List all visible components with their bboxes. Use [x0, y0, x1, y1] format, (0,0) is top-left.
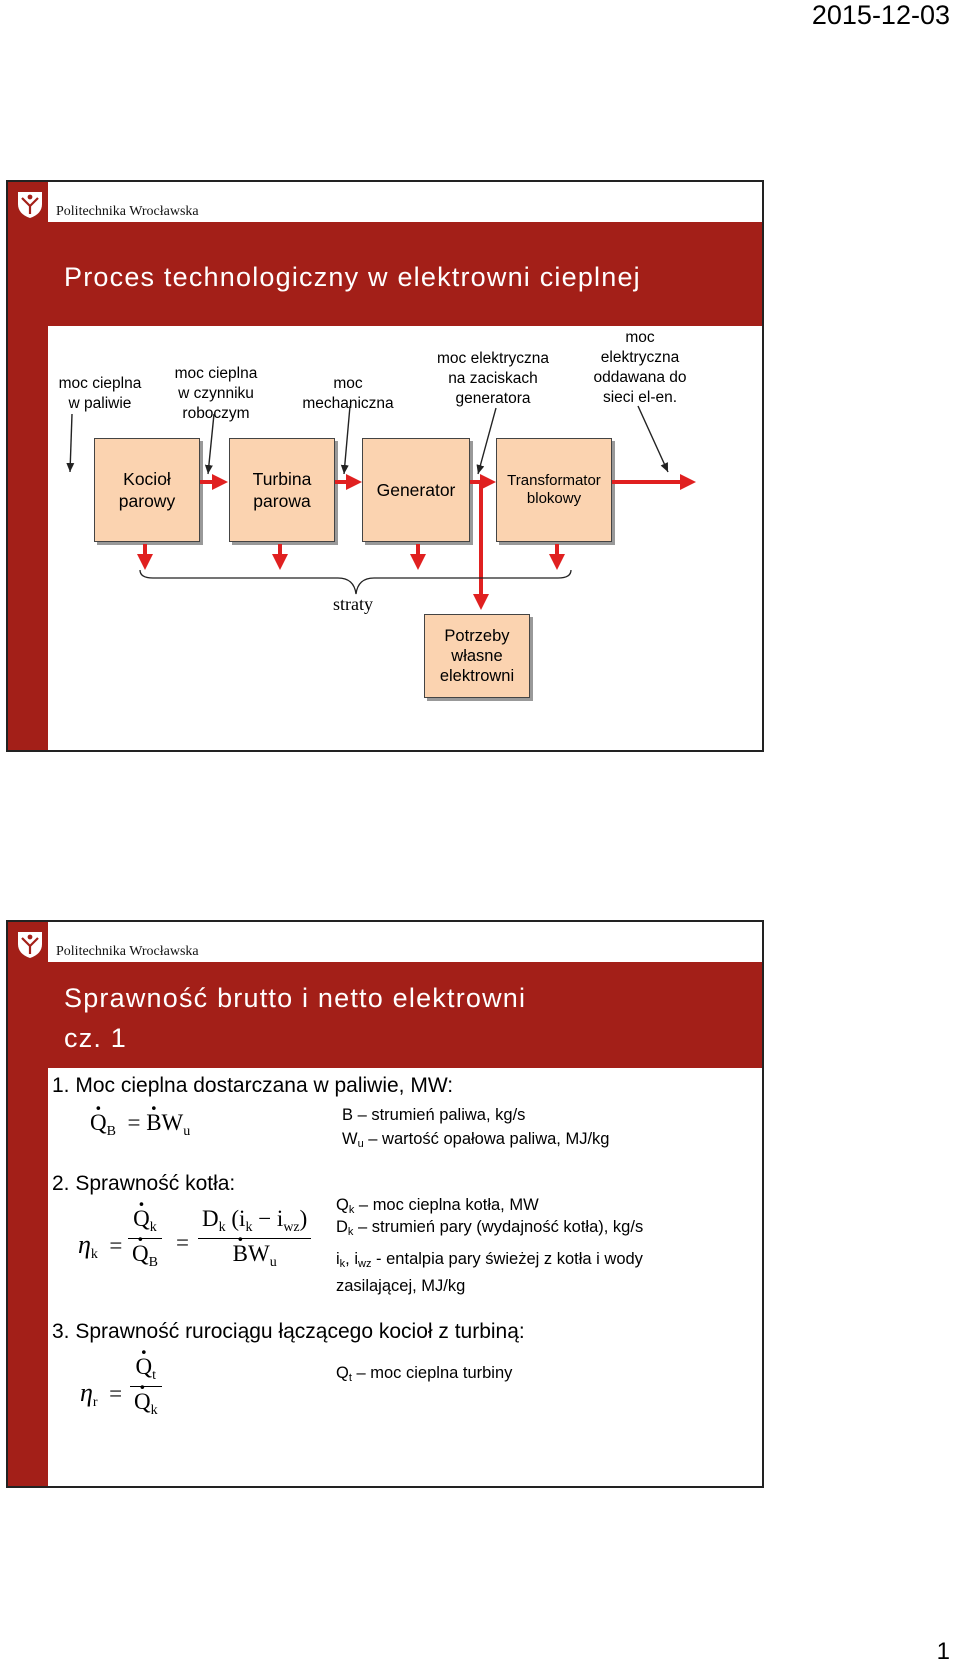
label-working-fluid-heat: moc cieplna w czynniku roboczym: [174, 365, 258, 422]
university-logo-icon: [14, 926, 46, 960]
slide-title: Proces technologiczny w elektrowni cieplnej: [64, 262, 641, 292]
page-number: 1: [936, 1638, 950, 1665]
item3-heading: 3. Sprawność rurociągu łączącego kocioł z turbiną:: [52, 1320, 525, 1343]
label-grid-power: moc elektryczna oddawana do sieci el-en.: [593, 329, 687, 406]
desc-steam-stream: $D_k$ – strumień pary (wydajność kotła), kg/s: [336, 1218, 644, 1238]
label-mechanical-power: moc mechaniczna: [302, 375, 394, 412]
university-name: Politechnika Wrocławska: [56, 204, 199, 219]
label-fuel-heat: moc cieplna w paliwie: [58, 375, 142, 412]
box-turbine: Turbina parowa: [229, 438, 335, 542]
desc-boiler-heat: $Q_k$ – moc cieplna kotła, MW: [336, 1196, 539, 1216]
losses-label: straty: [333, 594, 373, 614]
desc-turbine-heat: $Q_t$ – moc cieplna turbiny: [336, 1364, 513, 1384]
equals-sign: =: [176, 1230, 189, 1255]
desc-calorific-value: $W_u$ – wartość opałowa paliwa, MJ/kg: [342, 1130, 610, 1150]
desc-enthalpy: $i_k$, $i_{wz}$ - entalpia pary świeżej z kotła i wody zasilającej, MJ/kg: [336, 1250, 643, 1295]
university-name: Politechnika Wrocławska: [56, 944, 199, 959]
fraction-boiler-1: · $Q_k$ · $Q_B$: [128, 1206, 162, 1271]
slide-process: [6, 180, 764, 752]
box-boiler: Kocioł parowy: [94, 438, 200, 542]
box-generator: Generator: [362, 438, 470, 542]
box-transformer: Transformator blokowy: [496, 438, 612, 542]
fraction-pipeline: · $Q_t$ · $Q_k$: [130, 1354, 162, 1419]
formula-boiler-eta: $\eta_k$ =: [78, 1230, 123, 1262]
label-generator-terminals: moc elektryczna na zaciskach generatora: [437, 350, 549, 407]
desc-fuel-stream: B – strumień paliwa, kg/s: [342, 1106, 526, 1124]
title-bar: [48, 962, 764, 1068]
process-arrows: [8, 182, 764, 752]
formula-pipeline-eta: $\eta_r$ =: [80, 1378, 123, 1410]
header-date: 2015-12-03: [811, 0, 950, 30]
slide-efficiency: [6, 920, 764, 1488]
formula-fuel-heat: · $Q_B$ = · $BW_u$: [90, 1110, 190, 1140]
item2-heading: 2. Sprawność kotła:: [52, 1172, 236, 1195]
box-own-needs: Potrzeby własne elektrowni: [424, 614, 530, 698]
item1-heading: 1. Moc cieplna dostarczana w paliwie, MW:: [52, 1074, 454, 1097]
fraction-boiler-2: $D_k$ $(i_k - i_{wz})$ · $BW_u$: [198, 1206, 311, 1271]
left-accent-bar: [8, 922, 48, 1486]
slide-title: Sprawność brutto i netto elektrowni cz. 1: [64, 983, 527, 1053]
